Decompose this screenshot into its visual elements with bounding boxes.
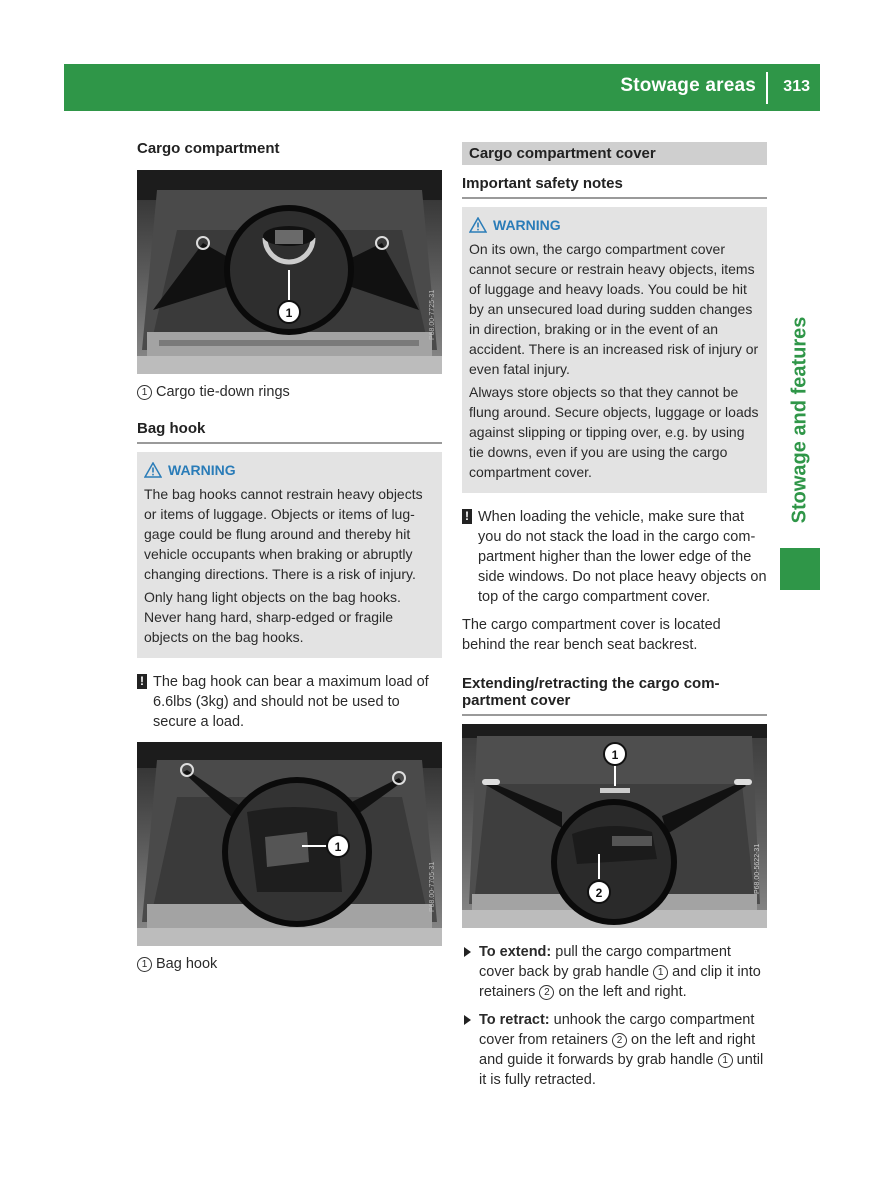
callout-ref: 2 (612, 1033, 627, 1048)
page-header (64, 64, 820, 111)
photo-callout-1: 1 (285, 306, 293, 320)
section-title: Stowage areas (620, 75, 756, 96)
caption-bag-hook (137, 956, 442, 972)
cover-location-text: The cargo compartment cover is located behind the rear bench seat backrest. (462, 617, 721, 653)
photo-callout-2: 2 (595, 886, 603, 900)
callout-ref: 2 (539, 985, 554, 1000)
warning-label: WARNING (493, 217, 561, 233)
cargo-compartment-heading: Cargo compartment (137, 140, 280, 157)
warning-paragraph: Only hang light objects on the bag hooks. Never hang hard, sharp-edged or fragile objects on the bag hooks. (144, 589, 401, 645)
photo-callout-1: 1 (334, 840, 342, 854)
caption-number: 1 (137, 957, 152, 972)
retract-instruction (462, 1010, 767, 1090)
warning-paragraph: On its own, the cargo compartment cover cannot secure or restrain heavy objects, items of luggage and heavy loads. You could be hit by an unsecured load during sudden changes in direction, braking or in the event of an accident. There is an increased risk of injury or even fatal injury. (469, 241, 759, 377)
photo-code: P68.00-7705-31 (429, 861, 436, 912)
page-number: 313 (783, 78, 810, 95)
caption-text: Bag hook (156, 956, 218, 972)
left-column (137, 140, 442, 972)
cover-warning (462, 207, 767, 493)
warning-triangle-icon (144, 462, 162, 478)
exclamation-icon: ! (137, 674, 147, 689)
bag-hook-note (137, 672, 442, 732)
side-tab-marker (780, 548, 820, 590)
caption-text: Cargo tie-down rings (156, 384, 290, 400)
warning-triangle-icon (469, 217, 487, 233)
cargo-tie-down-photo (137, 170, 442, 374)
callout-ref: 1 (653, 965, 668, 980)
cargo-cover-photo (462, 724, 767, 928)
exclamation-icon: ! (462, 509, 472, 524)
photo-callout-1: 1 (611, 748, 619, 762)
instruction-text: To retract: unhook the cargo compartment cover from retainers 2 on the left and right and guide it forwards by grab handle 1 until it is fully retracted. (479, 1012, 764, 1088)
warning-paragraph: Always store objects so that they cannot be flung around. Secure objects, luggage or loads against slipping or tipping over, e.g. by using tie downs, even if you are using the cargo compartment cover. (469, 384, 759, 480)
header-divider (766, 72, 768, 104)
photo-code: P68.00-5622-31 (754, 843, 761, 894)
loading-note (462, 507, 767, 607)
right-column (462, 140, 767, 1090)
bullet-arrow-icon (464, 947, 471, 957)
bag-hook-photo (137, 742, 442, 946)
note-text: When loading the vehicle, make sure that you do not stack the load in the cargo com-partment higher than the lower edge of the side windows. Do not place heavy objects on top of the cargo compartment cover. (478, 509, 767, 605)
warning-label: WARNING (168, 462, 236, 478)
bullet-arrow-icon (464, 1015, 471, 1025)
warning-header (469, 215, 760, 235)
note-text: The bag hook can bear a maximum load of 6.6lbs (3kg) and should not be used to secure a load. (153, 674, 429, 730)
extend-instruction (462, 942, 767, 1002)
side-tab-label: Stowage and features (788, 316, 811, 524)
side-tab (780, 300, 820, 540)
cargo-cover-heading: Cargo compartment cover (462, 142, 767, 165)
bag-hook-heading: Bag hook (137, 420, 442, 444)
bag-hook-warning (137, 452, 442, 658)
caption-tie-down (137, 384, 442, 400)
extend-retract-heading: Extending/retracting the cargo com-partment cover (462, 675, 767, 716)
warning-paragraph: The bag hooks cannot restrain heavy objects or items of luggage. Objects or items of lug-gage could be flung around and thereby hit vehicle occupants when braking or abruptly changing directions. There is a risk of injury. (144, 486, 423, 582)
caption-number: 1 (137, 385, 152, 400)
callout-ref: 1 (718, 1053, 733, 1068)
warning-header (144, 460, 435, 480)
safety-notes-heading: Important safety notes (462, 175, 767, 199)
photo-code: P68.00-7725-31 (429, 289, 436, 340)
instruction-text: To extend: pull the cargo compartment cover back by grab handle 1 and clip it into retainers 2 on the left and right. (479, 944, 761, 1000)
